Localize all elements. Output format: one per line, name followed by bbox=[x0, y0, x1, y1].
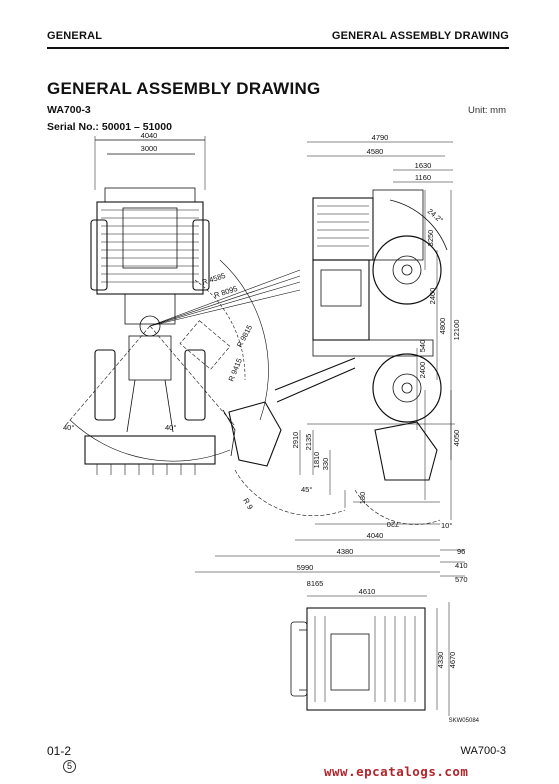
dim-2135: 2135 bbox=[304, 433, 313, 451]
dim-4330: 4330 bbox=[436, 651, 445, 669]
assembly-drawing bbox=[45, 130, 515, 730]
dim-4580: 4580 bbox=[366, 147, 384, 156]
revision-mark: 5 bbox=[63, 760, 76, 773]
dim-1160: 1160 bbox=[414, 173, 432, 182]
radius-8095: R 8095 bbox=[212, 283, 239, 300]
dim-4610: 4610 bbox=[358, 587, 376, 596]
dim-4380: 4380 bbox=[336, 547, 354, 556]
dim-180: 180 bbox=[358, 491, 367, 505]
header-section: GENERAL bbox=[47, 30, 103, 42]
angle-10: 10° bbox=[441, 521, 453, 530]
page-title: GENERAL ASSEMBLY DRAWING bbox=[47, 79, 321, 98]
dim-96: 96 bbox=[457, 547, 466, 556]
dim-4040-lower: 4040 bbox=[366, 531, 384, 540]
dim-3250: 3250 bbox=[426, 229, 435, 247]
dim-3000: 3000 bbox=[140, 144, 158, 153]
serial-number-label: Serial No.: 50001 – 51000 bbox=[47, 121, 172, 133]
unit-label: Unit: mm bbox=[468, 105, 506, 116]
angle-45: 45° bbox=[301, 485, 313, 494]
dim-720: 720 bbox=[386, 520, 400, 529]
angle-24-2: 24.2° bbox=[425, 206, 445, 225]
header-chapter: GENERAL ASSEMBLY DRAWING bbox=[331, 30, 509, 42]
dim-12100: 12100 bbox=[452, 319, 461, 341]
dim-2400-upper: 2400 bbox=[428, 287, 437, 305]
dim-4670: 4670 bbox=[448, 651, 457, 669]
dim-4050: 4050 bbox=[452, 429, 461, 447]
radius-4585: R 4585 bbox=[200, 270, 227, 287]
dim-4800: 4800 bbox=[438, 317, 447, 335]
dim-570: 570 bbox=[455, 575, 468, 584]
dim-1810: 1810 bbox=[312, 451, 321, 469]
drawing-number: SKW05084 bbox=[448, 718, 479, 724]
radius-9: R 9 bbox=[241, 496, 255, 512]
dim-2400-lower: 2400 bbox=[418, 361, 427, 379]
angle-40-left: 40° bbox=[63, 423, 75, 432]
dim-540: 540 bbox=[418, 339, 427, 353]
angle-40-right: 40° bbox=[165, 423, 177, 432]
header-divider bbox=[47, 47, 509, 49]
watermark-url: www.epcatalogs.com bbox=[324, 764, 469, 779]
radius-9815: R 9815 bbox=[234, 323, 255, 349]
footer-model: WA700-3 bbox=[460, 745, 506, 757]
page-number: 01-2 bbox=[47, 744, 72, 758]
dim-2910: 2910 bbox=[291, 431, 300, 449]
dim-330: 330 bbox=[321, 457, 330, 471]
dim-1630: 1630 bbox=[414, 161, 432, 170]
dim-4790: 4790 bbox=[371, 133, 389, 142]
model-label: WA700-3 bbox=[47, 104, 91, 116]
dim-8165: 8165 bbox=[306, 579, 324, 588]
dim-5990: 5990 bbox=[296, 563, 314, 572]
dim-410: 410 bbox=[455, 561, 468, 570]
radius-9415: R 9415 bbox=[226, 356, 244, 383]
dim-4040-top: 4040 bbox=[140, 131, 158, 140]
